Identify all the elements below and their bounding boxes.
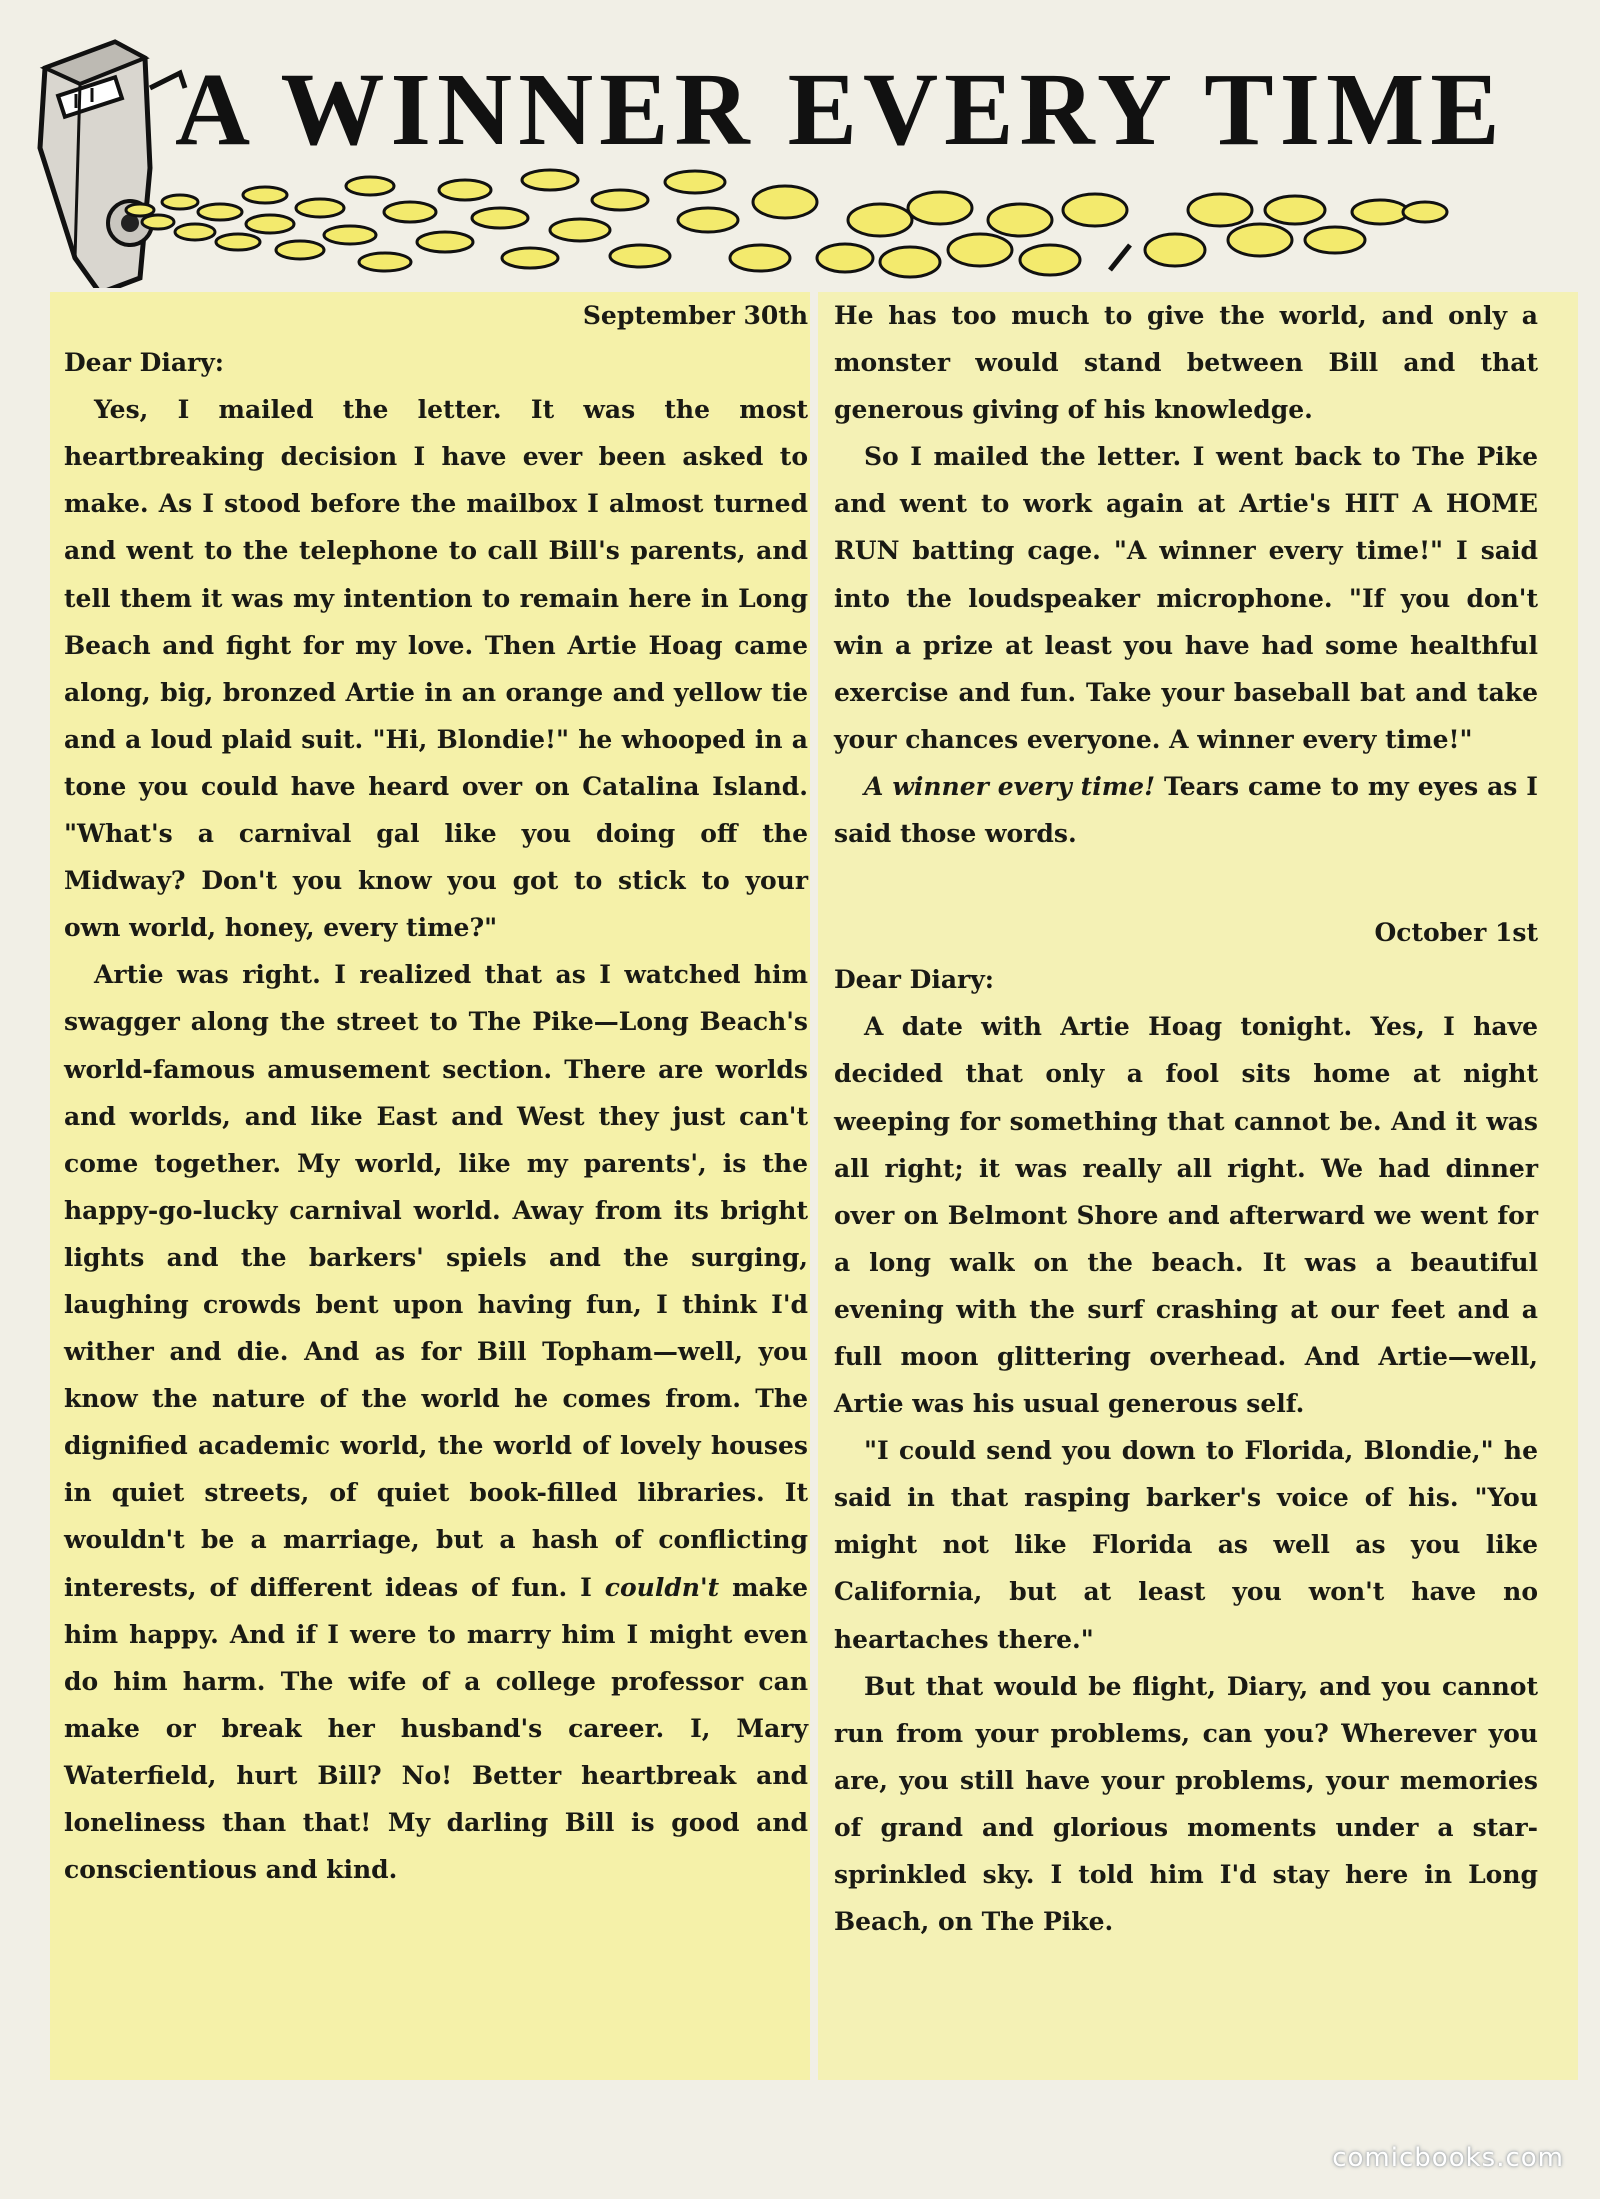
paragraph: But that would be flight, Diary, and you cannot run from your problems, can you? Wherever you are, you still have your problems, your memories of grand and glorious moments under a star-sprinkled sky. I told him I'd stay here in Long Beach, on The Pike. — [834, 1671, 1538, 1937]
entry-date: September 30th — [582, 301, 808, 330]
entry-salutation: Dear Diary: — [64, 348, 224, 378]
paragraph: A date with Artie Hoag tonight. Yes, I have decided that only a fool sits home at night weeping for something that cannot be. And it was all right; it was really all right. We had dinner over on Belmont Shore and afterward we went for a long walk on the beach. It was a beautiful evening with the surf crashing at our feet and a full moon glittering overhead. And Artie—well, Artie was his usual generous self. — [834, 1012, 1538, 1419]
right-text-column — [818, 292, 1578, 2080]
entry-date: October 1st — [1374, 918, 1538, 948]
emphasis-text: couldn't — [604, 1572, 720, 1602]
paragraph: So I mailed the letter. I went back to The Pike and went to work again at Artie's HIT A HOME RUN batting cage. "A winner every time!" I said into the loudspeaker microphone. "If you don't win a prize at least you have had some healthful exercise and fun. Take your baseball bat and take your chances everyone. A winner every time!" — [834, 442, 1538, 754]
entry-salutation: Dear Diary: — [834, 965, 994, 995]
paragraph: "I could send you down to Florida, Blondie," he said in that rasping barker's voice of his. "You might not like Florida as well as you like California, but at least you won't have no heartaches there." — [834, 1436, 1538, 1654]
site-watermark: comicbooks.com — [1332, 2143, 1564, 2173]
gold-coins-icon — [120, 150, 1450, 280]
paragraph: Yes, I mailed the letter. It was the most heartbreaking decision I have ever been asked to make. As I stood before the mailbox I almost turned and went to the telephone to call Bill's parents, and tell them it was my intention to remain here in Long Beach and fight for my love. Then Artie Hoag came along, big, bronzed Artie in an orange and yellow tie and a loud plaid suit. "Hi, Blondie!" he whooped in a tone you could have heard over on Catalina Island. "What's a carnival gal like you doing off the Midway? Don't you know you got to stick to your own world, honey, every time?" — [64, 395, 808, 943]
paragraph: He has too much to give the world, and only a monster would stand between Bill and that generous giving of his knowledge. — [834, 301, 1538, 425]
entry-separator — [834, 857, 1538, 909]
story-header — [0, 0, 1600, 290]
paragraph: Artie was right. I realized that as I watched him swagger along the street to The Pike—Long Beach's world-famous amusement section. There are worlds and worlds, and like East and West they just can't come together. My world, like my parents', is the happy-go-lucky carnival world. Away from its bright lights and the barkers' spiels and the surging, laughing crowds bent upon having fun, I think I'd wither and die. And as for Bill Topham—well, you know the nature of the world he comes from. The dignified academic world, the world of lovely houses in quiet streets, of quiet book-filled libraries. It wouldn't be a marriage, but a hash of conflicting interests, of different ideas of fun. I couldn't make him happy. And if I were to marry him I might even do him harm. The wife of a college professor can make or break her husband's career. I, Mary Waterfield, hurt Bill? No! Better heartbreak and loneliness than that! My darling Bill is good and conscientious and kind. — [64, 960, 808, 1885]
story-title: A WINNER EVERY TIME — [175, 52, 1506, 167]
emphasis-text: A winner every time! — [864, 771, 1156, 801]
left-text-column — [50, 292, 810, 2080]
paragraph: A winner every time! Tears came to my eyes as I said those words. — [834, 771, 1538, 849]
